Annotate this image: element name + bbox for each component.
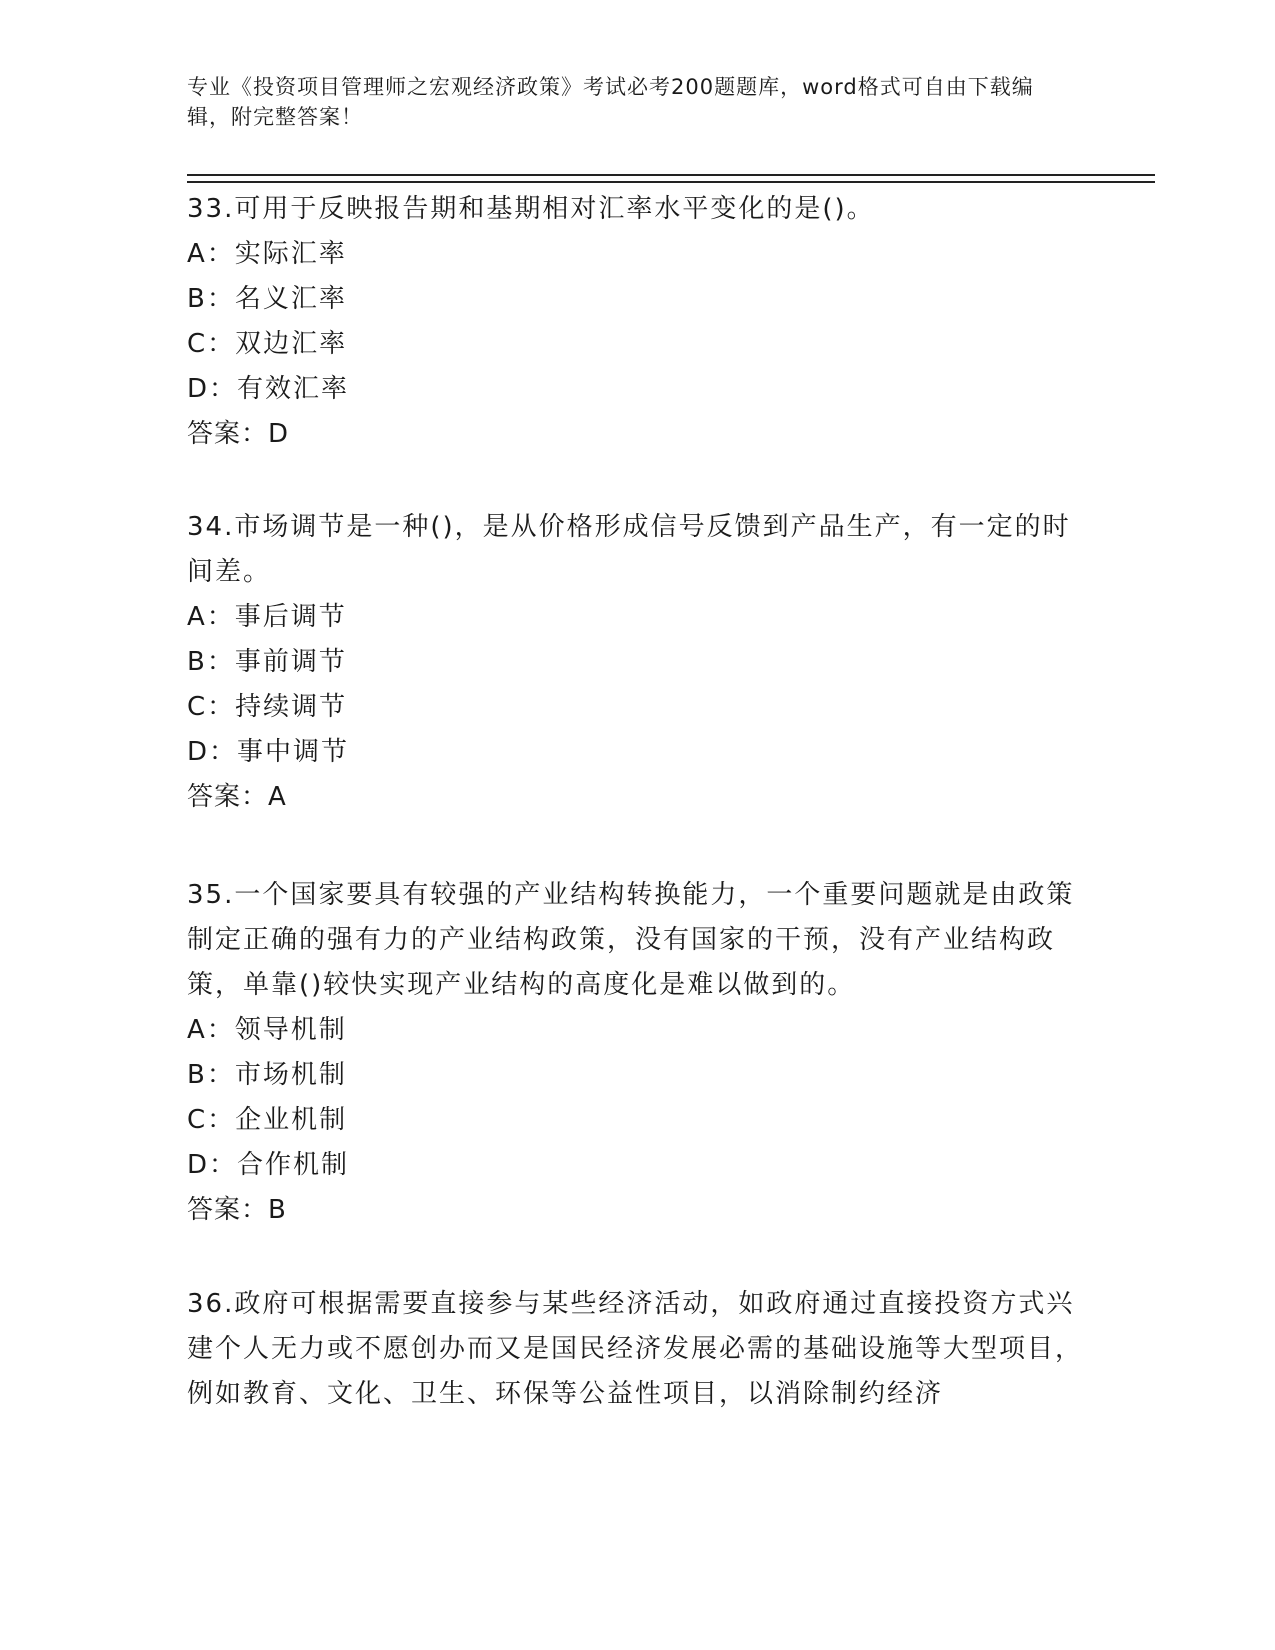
document-header: 专业《投资项目管理师之宏观经济政策》考试必考200题题库，word格式可自由下载编辑，附完整答案！	[187, 75, 1034, 129]
option-d: D：合作机制	[187, 1150, 350, 1180]
option-c: C：持续调节	[187, 692, 348, 722]
option-a: A：实际汇率	[187, 239, 347, 269]
question-stem: 33.可用于反映报告期和基期相对汇率水平变化的是()。	[187, 194, 875, 224]
option-b: B：名义汇率	[187, 284, 347, 314]
answer: 答案：B	[187, 1195, 287, 1225]
question-stem: 36.政府可根据需要直接参与某些经济活动，如政府通过直接投资方式兴建个人无力或不愿创办而又是国民经济发展必需的基础设施等大型项目，例如教育、文化、卫生、环保等公益性项目，以消除制约经济	[187, 1289, 1084, 1409]
answer: 答案：A	[187, 782, 287, 812]
option-c: C：企业机制	[187, 1105, 348, 1135]
option-b: B：市场机制	[187, 1060, 347, 1090]
question-33	[187, 187, 1087, 457]
question-stem: 34.市场调节是一种()，是从价格形成信号反馈到产品生产，有一定的时间差。	[187, 512, 1071, 587]
option-b: B：事前调节	[187, 647, 347, 677]
option-a: A：事后调节	[187, 602, 347, 632]
option-d: D：事中调节	[187, 737, 350, 767]
question-34	[187, 505, 1087, 820]
answer: 答案：D	[187, 419, 290, 449]
header-rule-top	[187, 174, 1155, 176]
option-d: D：有效汇率	[187, 374, 350, 404]
option-a: A：领导机制	[187, 1015, 347, 1045]
question-36	[187, 1282, 1087, 1417]
question-stem: 35.一个国家要具有较强的产业结构转换能力，一个重要问题就是由政策制定正确的强有力的产业结构政策，没有国家的干预，没有产业结构政策，单靠()较快实现产业结构的高度化是难以做到的。	[187, 880, 1075, 1000]
question-35	[187, 873, 1087, 1233]
option-c: C：双边汇率	[187, 329, 348, 359]
header-rule-bottom	[187, 181, 1155, 183]
